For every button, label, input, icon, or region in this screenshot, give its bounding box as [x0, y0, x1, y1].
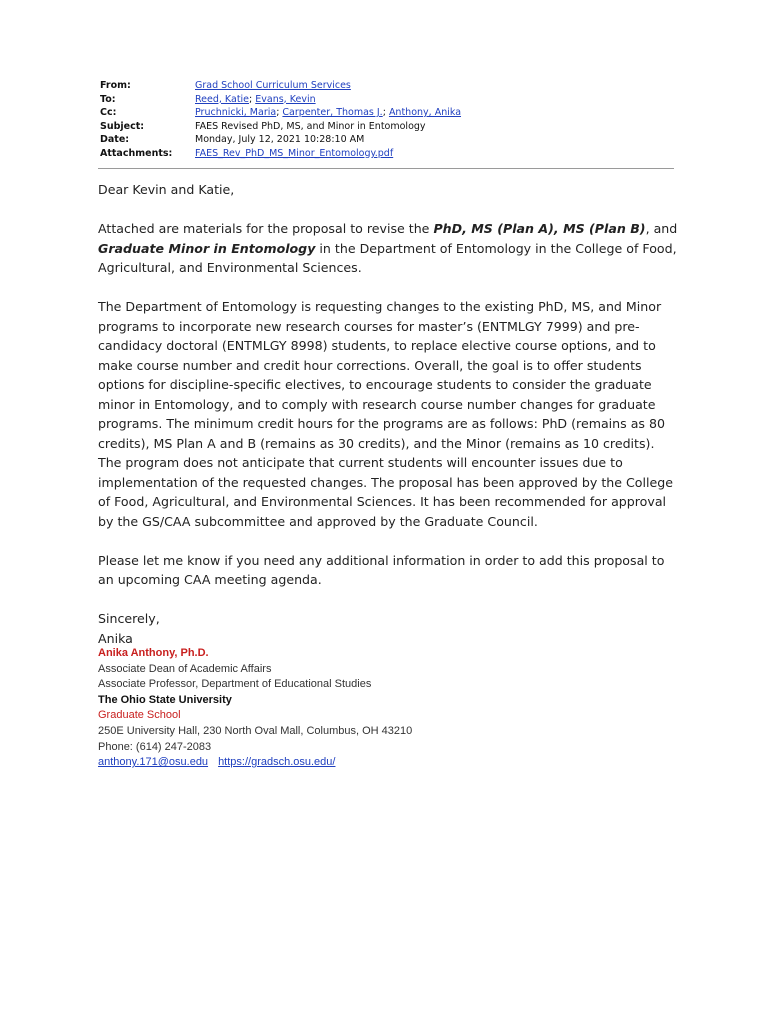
- separator: ;: [249, 93, 253, 105]
- paragraph-text: in the Department of Entomology in the College of Food, Agricultural, and Environmental Sciences.: [98, 240, 677, 275]
- cc-label: Cc:: [100, 107, 117, 119]
- cc-recipient-link[interactable]: Carpenter, Thomas J.: [282, 107, 383, 119]
- subject-value: FAES Revised PhD, MS, and Minor in Entomology: [195, 120, 426, 132]
- subject-row: [100, 120, 461, 134]
- paragraph-proposal: [98, 219, 678, 278]
- email-header: [100, 79, 461, 161]
- website-link[interactable]: https://gradsch.osu.edu/: [218, 756, 336, 769]
- cc-recipient-link[interactable]: Pruchnicki, Maria: [195, 107, 277, 119]
- paragraph-request: Please let me know if you need any additional information in order to add this proposal to an upcoming CAA meeting agenda.: [98, 552, 665, 587]
- signature-links: [98, 755, 412, 771]
- signature-title: Associate Dean of Academic Affairs: [98, 662, 272, 675]
- closing: Sincerely,: [98, 611, 160, 626]
- to-recipient-link[interactable]: Reed, Katie: [195, 93, 250, 105]
- to-recipient-link[interactable]: Evans, Kevin: [255, 93, 316, 105]
- separator: ;: [276, 107, 280, 119]
- attachments-row: [100, 147, 461, 161]
- from-row: [100, 79, 461, 93]
- paragraph-text: , and: [645, 221, 678, 236]
- email-signature: [98, 646, 412, 771]
- signature-university: The Ohio State University: [98, 693, 232, 706]
- greeting: Dear Kevin and Katie,: [98, 182, 235, 197]
- paragraph-changes: The Department of Entomology is requesting changes to the existing PhD, MS, and Minor programs to incorporate new research courses for master’s (ENTMLGY 7999) and pre-candidacy doctoral (ENTMLGY 8998) students, to replace elective course options, and to make course number and credit hour corrections. Overall, the goal is to offer students options for discipline-specific electives, to encourage students to consider the graduate minor in Entomology, and to comply with research course number changes for graduate programs. The minimum credit hours for the programs are as follows: PhD (remains as 80 credits), MS Plan A and B (remains as 30 credits), and the Minor (remains as 10 credits). The program does not anticipate that current students will encounter issues due to implementation of the requested changes. The proposal has been approved by the College of Food, Agricultural, and Environmental Sciences. It has been recommended for approval by the GS/CAA subcommittee and approved by the Graduate Council.: [98, 299, 673, 529]
- cc-recipient-link[interactable]: Anthony, Anika: [388, 107, 462, 119]
- from-label: From:: [100, 80, 131, 91]
- email-link[interactable]: anthony.171@osu.edu: [98, 756, 209, 769]
- attachment-link[interactable]: FAES_Rev_PhD_MS_Minor_Entomology.pdf: [195, 147, 394, 159]
- signature-address: 250E University Hall, 230 North Oval Mall, Columbus, OH 43210: [98, 724, 413, 737]
- program-list: PhD, MS (Plan A), MS (Plan B): [433, 221, 646, 236]
- signature-school: Graduate School: [98, 709, 181, 722]
- signature-name: Anika Anthony, Ph.D.: [98, 647, 209, 659]
- attachments-label: Attachments:: [100, 147, 173, 159]
- email-body: [98, 180, 678, 648]
- cc-recipients: [195, 106, 461, 120]
- separator: ;: [382, 107, 386, 119]
- to-label: To:: [100, 93, 116, 105]
- date-row: [100, 133, 461, 147]
- date-label: Date:: [100, 134, 130, 146]
- paragraph-text: Attached are materials for the proposal to revise the: [98, 221, 434, 236]
- cc-row: [100, 106, 461, 120]
- subject-label: Subject:: [100, 120, 145, 132]
- closing-name: Anika: [98, 630, 133, 646]
- date-value: Monday, July 12, 2021 10:28:10 AM: [195, 134, 365, 146]
- signature-phone: Phone: (614) 247-2083: [98, 740, 212, 753]
- minor-name: Graduate Minor in Entomology: [98, 240, 316, 256]
- from-link[interactable]: Grad School Curriculum Services: [195, 80, 351, 91]
- signature-title: Associate Professor, Department of Educational Studies: [98, 678, 372, 691]
- to-row: [100, 93, 461, 107]
- to-recipients: [195, 93, 316, 107]
- header-divider: [98, 168, 674, 169]
